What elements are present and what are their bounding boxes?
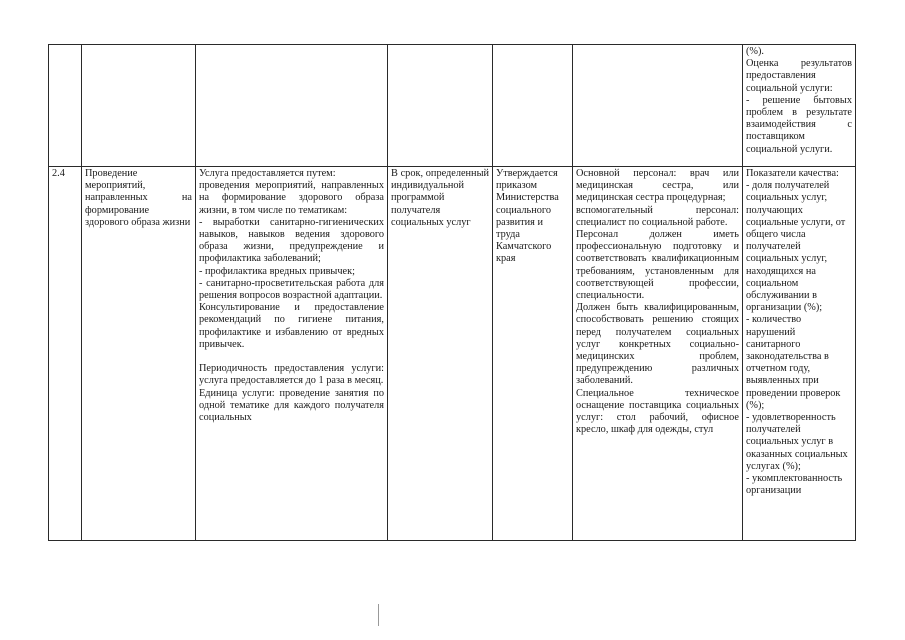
scan-artifact-mark [378, 604, 379, 626]
cell-quality-indicators: Показатели качества: - доля получателей социальных услуг, получающих социальные услуги, от общего числа получателей социальных услуг, находящихся на социальном обслуживании в организации (%); - количество нарушений санитарного законодательства в отчетном году, выявленных при проведении проверок (%); - удовлетворенность получателей социальных услуг в оказанных социальных услугах (%); - укомплектованность организации [743, 167, 856, 541]
cell-number [49, 45, 82, 167]
cell-service-description: Услуга предоставляется путем: проведения мероприятий, направленных на формирование здорового образа жизни, в том числе по тематикам: - выработки санитарно-гигиенических навыков, навыков ведения здорового образа жизни, предупреждение и профилактика заболеваний; - профилактика вредных привычек; - санитарно-просветительская работа для решения вопросов возрастной адаптации. Консультирование и предоставление рекомендаций по гигиене питания, профилактике и избавлению от вредных привычек. Периодичность предоставления услуги: услуга предоставляется до 1 раза в месяц. Единица услуги: проведение занятия по одной тематике для каждого получателя социальных [196, 167, 388, 541]
cell-service-approval: Утверждается приказом Министерства социального развития и труда Камчатского края [493, 167, 573, 541]
social-services-table [48, 44, 856, 541]
cell-service-conditions: Основной персонал: врач или медицинская сестра, или медицинская сестра процедурная; вспомогательный персонал: специалист по социальной работе. Персонал должен иметь профессиональную подготовку и соответствовать квалификационным требованиям, установленным для соответствующей профессии, специальности. Должен быть квалифицированным, способствовать решению стоящих перед получателем социальных услуг конкретных социально-медицинских проблем, предупреждению различных заболеваний. Специальное техническое оснащение поставщика социальных услуг: стол рабочий, офисное кресло, шкаф для одежды, стул [573, 167, 743, 541]
table-row-continuation [49, 45, 856, 167]
table-row-2-4 [49, 167, 856, 541]
cell-quality-indicators: (%). Оценка результатов предоставления социальной услуги: - решение бытовых проблем в результате взаимодействия с поставщиком социальной услуги. [743, 45, 856, 167]
cell-service-approval [493, 45, 573, 167]
cell-service-conditions [573, 45, 743, 167]
cell-service-term [388, 45, 493, 167]
cell-service-description [196, 45, 388, 167]
cell-service-name [82, 45, 196, 167]
cell-service-term: В срок, определенный индивидуальной программой получателя социальных услуг [388, 167, 493, 541]
cell-service-name: Проведение мероприятий, направленных на формирование здорового образа жизни [82, 167, 196, 541]
cell-number: 2.4 [49, 167, 82, 541]
